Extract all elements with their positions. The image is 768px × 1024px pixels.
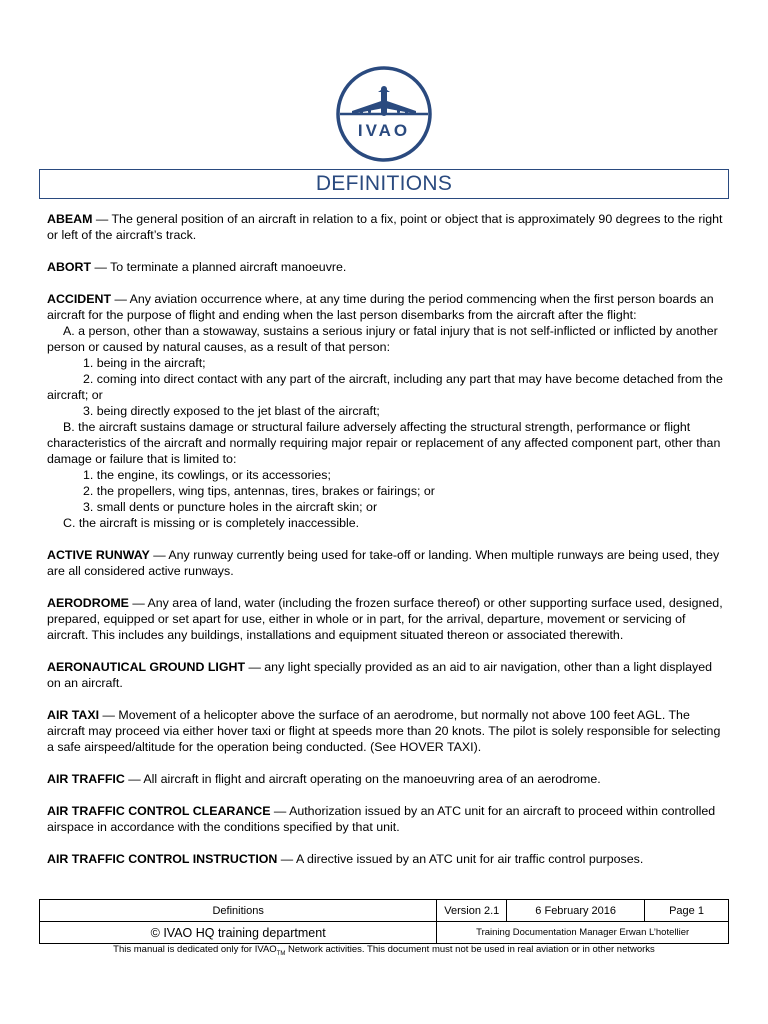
footer-page-number: Page 1 bbox=[645, 900, 729, 922]
definition-accident: ACCIDENT — Any aviation occurrence where, at any time during the period commencing when the first person boards an aircraft for the purpose of flight and ending when the last person disembarks from the aircraft after the flight: A. a person, other than a stowaway, sustains a serious injury or fatal injury that is not self-inflicted or inflicted by another person or caused by natural causes, as a result of that person: 1. being in the aircraft; 2. coming into direct contact with any part of the aircraft, including any part that may have become detached from the aircraft; or 3. being directly exposed to the jet blast of the aircraft; B. the aircraft sustains damage or structural failure adversely affecting the structural strength, performance or flight characteristics of the aircraft and normally requiring major repair or replacement of any affected component part, other than damage or failure that is limited to: 1. the engine, its cowlings, or its accessories; 2. the propellers, wing tips, antennas, tires, brakes or fairings; or 3. small dents or puncture holes in the aircraft skin; or C. the aircraft is missing or is completely inaccessible. bbox=[47, 291, 727, 531]
airplane-icon bbox=[352, 86, 416, 116]
definition-air-taxi: AIR TAXI — Movement of a helicopter above the surface of an aerodrome, but normally not above 100 feet AGL. The aircraft may proceed via either hover taxi or flight at speeds more than 20 knots. The pilot is solely responsible for selecting a safe airspeed/altitude for the operation being conducted. (See HOVER TAXI). bbox=[47, 708, 721, 754]
definition-atc-instruction: AIR TRAFFIC CONTROL INSTRUCTION — A directive issued by an ATC unit for air traffic control purposes. bbox=[47, 852, 644, 866]
accident-item-a2: 2. coming into direct contact with any part of the aircraft, including any part that may have become detached from the aircraft; or bbox=[47, 372, 723, 402]
footer-date: 6 February 2016 bbox=[507, 900, 645, 922]
accident-item-a: A. a person, other than a stowaway, sustains a serious injury or fatal injury that is not self-inflicted or inflicted by another person or caused by natural causes, as a result of that person: bbox=[47, 324, 718, 354]
ivao-logo bbox=[334, 64, 434, 164]
footer-disclaimer: This manual is dedicated only for $IVAO_{TM}$ Network activities. This document must not be used in real aviation or in other networks bbox=[113, 944, 655, 957]
accident-item-c: C. the aircraft is missing or is completely inaccessible. bbox=[63, 516, 360, 530]
accident-item-a3: 3. being directly exposed to the jet blast of the aircraft; bbox=[83, 404, 380, 418]
definition-abeam: ABEAM — The general position of an aircraft in relation to a fix, point or object that is approximately 90 degrees to the right or left of the aircraft’s track. bbox=[47, 212, 723, 242]
footer-version: Version 2.1 bbox=[437, 900, 507, 922]
definition-active-runway: ACTIVE RUNWAY — Any runway currently being used for take-off or landing. When multiple runways are being used, they are all considered active runways. bbox=[47, 548, 720, 578]
accident-item-b3: 3. small dents or puncture holes in the aircraft skin; or bbox=[83, 500, 378, 514]
footer-table bbox=[39, 899, 729, 944]
definitions-list bbox=[47, 211, 727, 883]
accident-item-b: B. the aircraft sustains damage or structural failure adversely affecting the structural strength, performance or flight characteristics of the aircraft and normally requiring major repair or replacement of any affected component part, other than damage or failure that is limited to: bbox=[47, 420, 721, 466]
title-box bbox=[39, 169, 729, 199]
accident-item-b2: 2. the propellers, wing tips, antennas, tires, brakes or fairings; or bbox=[83, 484, 435, 498]
definition-air-traffic: AIR TRAFFIC — All aircraft in flight and aircraft operating on the manoeuvring area of an aerodrome. bbox=[47, 772, 601, 786]
svg-text:IVAO: IVAO bbox=[357, 121, 411, 140]
footer-manager: Training Documentation Manager Erwan L’hotellier bbox=[437, 922, 729, 944]
footer-doc-name: Definitions bbox=[40, 900, 437, 922]
definition-atc-clearance: AIR TRAFFIC CONTROL CLEARANCE — Authorization issued by an ATC unit for an aircraft to proceed within controlled airspace in accordance with the conditions specified by that unit. bbox=[47, 804, 716, 834]
definition-abort: ABORT — To terminate a planned aircraft manoeuvre. bbox=[47, 260, 347, 274]
definition-aeronautical-ground-light: AERONAUTICAL GROUND LIGHT — any light specially provided as an aid to air navigation, other than a light displayed on an aircraft. bbox=[47, 660, 713, 690]
footer-department: © IVAO HQ training department bbox=[40, 922, 437, 944]
page-title: DEFINITIONS bbox=[315, 172, 453, 195]
definition-aerodrome: AERODROME — Any area of land, water (including the frozen surface thereof) or other supporting surface used, designed, prepared, equipped or set apart for use, either in whole or in part, for the arrival, departure, movement or servicing of aircraft. This includes any buildings, installations and equipment situated thereon or associated therewith. bbox=[47, 596, 723, 642]
accident-item-b1: 1. the engine, its cowlings, or its accessories; bbox=[83, 468, 331, 482]
accident-item-a1: 1. being in the aircraft; bbox=[83, 356, 206, 370]
